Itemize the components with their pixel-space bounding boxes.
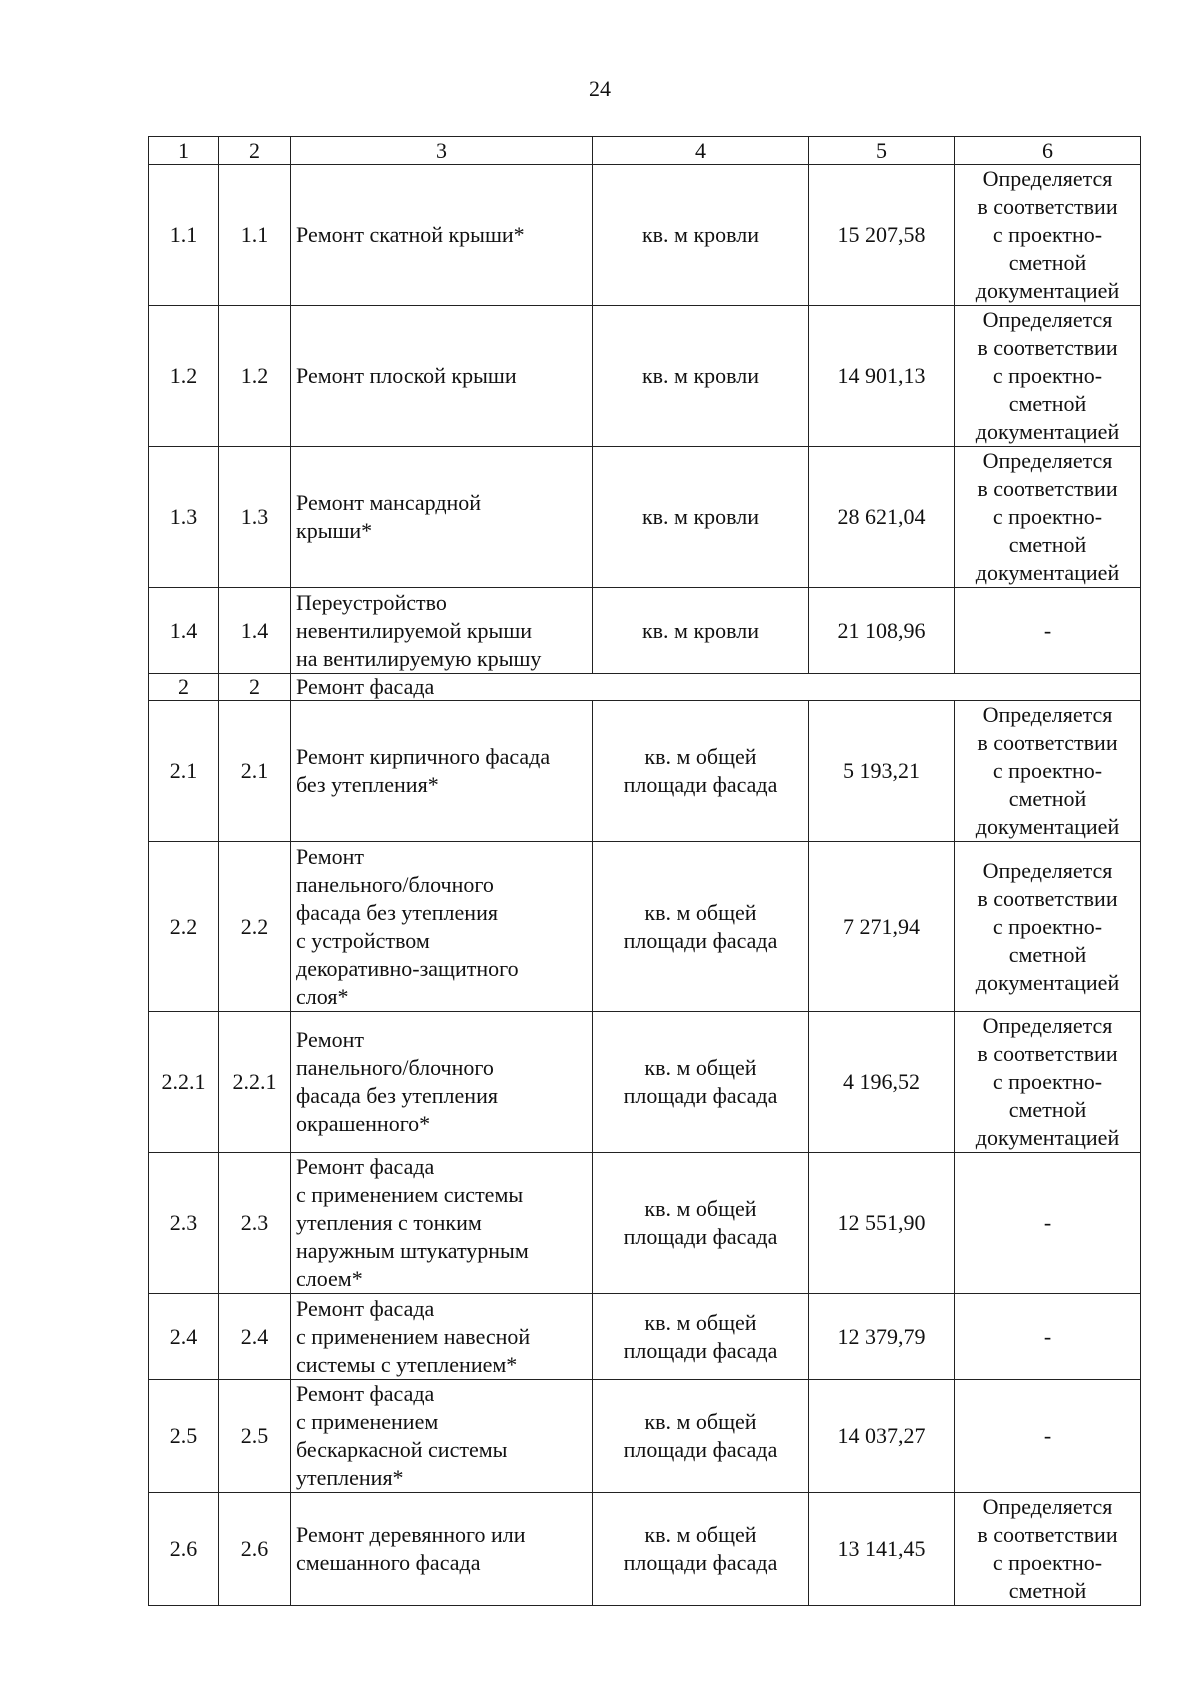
unit-of-measure: кв. м кровли xyxy=(593,588,809,674)
header-col-2: 2 xyxy=(219,137,291,165)
unit-of-measure: кв. м общей площади фасада xyxy=(593,1294,809,1380)
header-col-6: 6 xyxy=(955,137,1141,165)
unit-of-measure: кв. м общей площади фасада xyxy=(593,1380,809,1493)
header-col-3: 3 xyxy=(291,137,593,165)
row-code: 2.6 xyxy=(219,1493,291,1606)
row-code: 1.3 xyxy=(219,447,291,588)
table-row xyxy=(149,447,1141,588)
table-row xyxy=(149,1380,1141,1493)
row-code: 2.4 xyxy=(219,1294,291,1380)
work-name: Ремонт фасада с применением бескаркасной системы утепления* xyxy=(291,1380,593,1493)
cost-value: 28 621,04 xyxy=(809,447,955,588)
note: Определяется в соответствии с проектно- сметной документацией xyxy=(955,842,1141,1012)
unit-of-measure: кв. м общей площади фасада xyxy=(593,1153,809,1294)
note: - xyxy=(955,1380,1141,1493)
row-number: 2.5 xyxy=(149,1380,219,1493)
cost-value: 4 196,52 xyxy=(809,1012,955,1153)
unit-of-measure: кв. м общей площади фасада xyxy=(593,701,809,842)
row-code: 2.1 xyxy=(219,701,291,842)
header-col-4: 4 xyxy=(593,137,809,165)
note: Определяется в соответствии с проектно- сметной документацией xyxy=(955,447,1141,588)
note: - xyxy=(955,588,1141,674)
row-number: 2.2.1 xyxy=(149,1012,219,1153)
header-col-1: 1 xyxy=(149,137,219,165)
cost-value: 12 379,79 xyxy=(809,1294,955,1380)
table-row xyxy=(149,588,1141,674)
unit-of-measure: кв. м общей площади фасада xyxy=(593,1012,809,1153)
unit-of-measure: кв. м общей площади фасада xyxy=(593,1493,809,1606)
work-name: Ремонт панельного/блочного фасада без утепления с устройством декоративно-защитного слоя* xyxy=(291,842,593,1012)
unit-of-measure: кв. м кровли xyxy=(593,165,809,306)
work-name: Ремонт фасада с применением системы утепления с тонким наружным штукатурным слоем* xyxy=(291,1153,593,1294)
unit-of-measure: кв. м кровли xyxy=(593,447,809,588)
row-number: 2.1 xyxy=(149,701,219,842)
work-name: Ремонт плоской крыши xyxy=(291,306,593,447)
cost-value: 21 108,96 xyxy=(809,588,955,674)
cost-value: 5 193,21 xyxy=(809,701,955,842)
cost-value: 13 141,45 xyxy=(809,1493,955,1606)
note: Определяется в соответствии с проектно- сметной документацией xyxy=(955,701,1141,842)
cost-value: 15 207,58 xyxy=(809,165,955,306)
table-row xyxy=(149,701,1141,842)
row-number: 1.3 xyxy=(149,447,219,588)
row-code: 2.5 xyxy=(219,1380,291,1493)
table-row xyxy=(149,1294,1141,1380)
section-row xyxy=(149,674,1141,701)
row-code: 2.3 xyxy=(219,1153,291,1294)
unit-of-measure: кв. м общей площади фасада xyxy=(593,842,809,1012)
table-header-row xyxy=(149,137,1141,165)
work-name: Ремонт мансардной крыши* xyxy=(291,447,593,588)
work-name: Ремонт фасада с применением навесной системы с утеплением* xyxy=(291,1294,593,1380)
table-row xyxy=(149,1153,1141,1294)
row-number: 2.3 xyxy=(149,1153,219,1294)
row-number: 2.2 xyxy=(149,842,219,1012)
row-code: 1.1 xyxy=(219,165,291,306)
row-number: 2 xyxy=(149,674,219,701)
note: Определяется в соответствии с проектно- сметной документацией xyxy=(955,306,1141,447)
row-number: 2.6 xyxy=(149,1493,219,1606)
page-number: 24 xyxy=(589,76,611,101)
work-name: Ремонт кирпичного фасада без утепления* xyxy=(291,701,593,842)
row-number: 1.2 xyxy=(149,306,219,447)
cost-value: 14 037,27 xyxy=(809,1380,955,1493)
unit-of-measure: кв. м кровли xyxy=(593,306,809,447)
works-table xyxy=(148,136,1141,1606)
work-name: Переустройство невентилируемой крыши на вентилируемую крышу xyxy=(291,588,593,674)
work-name: Ремонт панельного/блочного фасада без утепления окрашенного* xyxy=(291,1012,593,1153)
table-row xyxy=(149,1493,1141,1606)
note: Определяется в соответствии с проектно- сметной документацией xyxy=(955,165,1141,306)
note: Определяется в соответствии с проектно- сметной xyxy=(955,1493,1141,1606)
row-code: 2 xyxy=(219,674,291,701)
work-name: Ремонт скатной крыши* xyxy=(291,165,593,306)
row-code: 1.4 xyxy=(219,588,291,674)
work-name: Ремонт деревянного или смешанного фасада xyxy=(291,1493,593,1606)
table-row xyxy=(149,306,1141,447)
note: - xyxy=(955,1153,1141,1294)
row-number: 1.4 xyxy=(149,588,219,674)
table-row xyxy=(149,842,1141,1012)
section-title: Ремонт фасада xyxy=(291,674,1141,701)
row-code: 2.2.1 xyxy=(219,1012,291,1153)
note: Определяется в соответствии с проектно- сметной документацией xyxy=(955,1012,1141,1153)
cost-value: 14 901,13 xyxy=(809,306,955,447)
row-number: 2.4 xyxy=(149,1294,219,1380)
header-col-5: 5 xyxy=(809,137,955,165)
table-row xyxy=(149,1012,1141,1153)
row-number: 1.1 xyxy=(149,165,219,306)
note: - xyxy=(955,1294,1141,1380)
cost-value: 7 271,94 xyxy=(809,842,955,1012)
cost-value: 12 551,90 xyxy=(809,1153,955,1294)
row-code: 2.2 xyxy=(219,842,291,1012)
table-row xyxy=(149,165,1141,306)
row-code: 1.2 xyxy=(219,306,291,447)
